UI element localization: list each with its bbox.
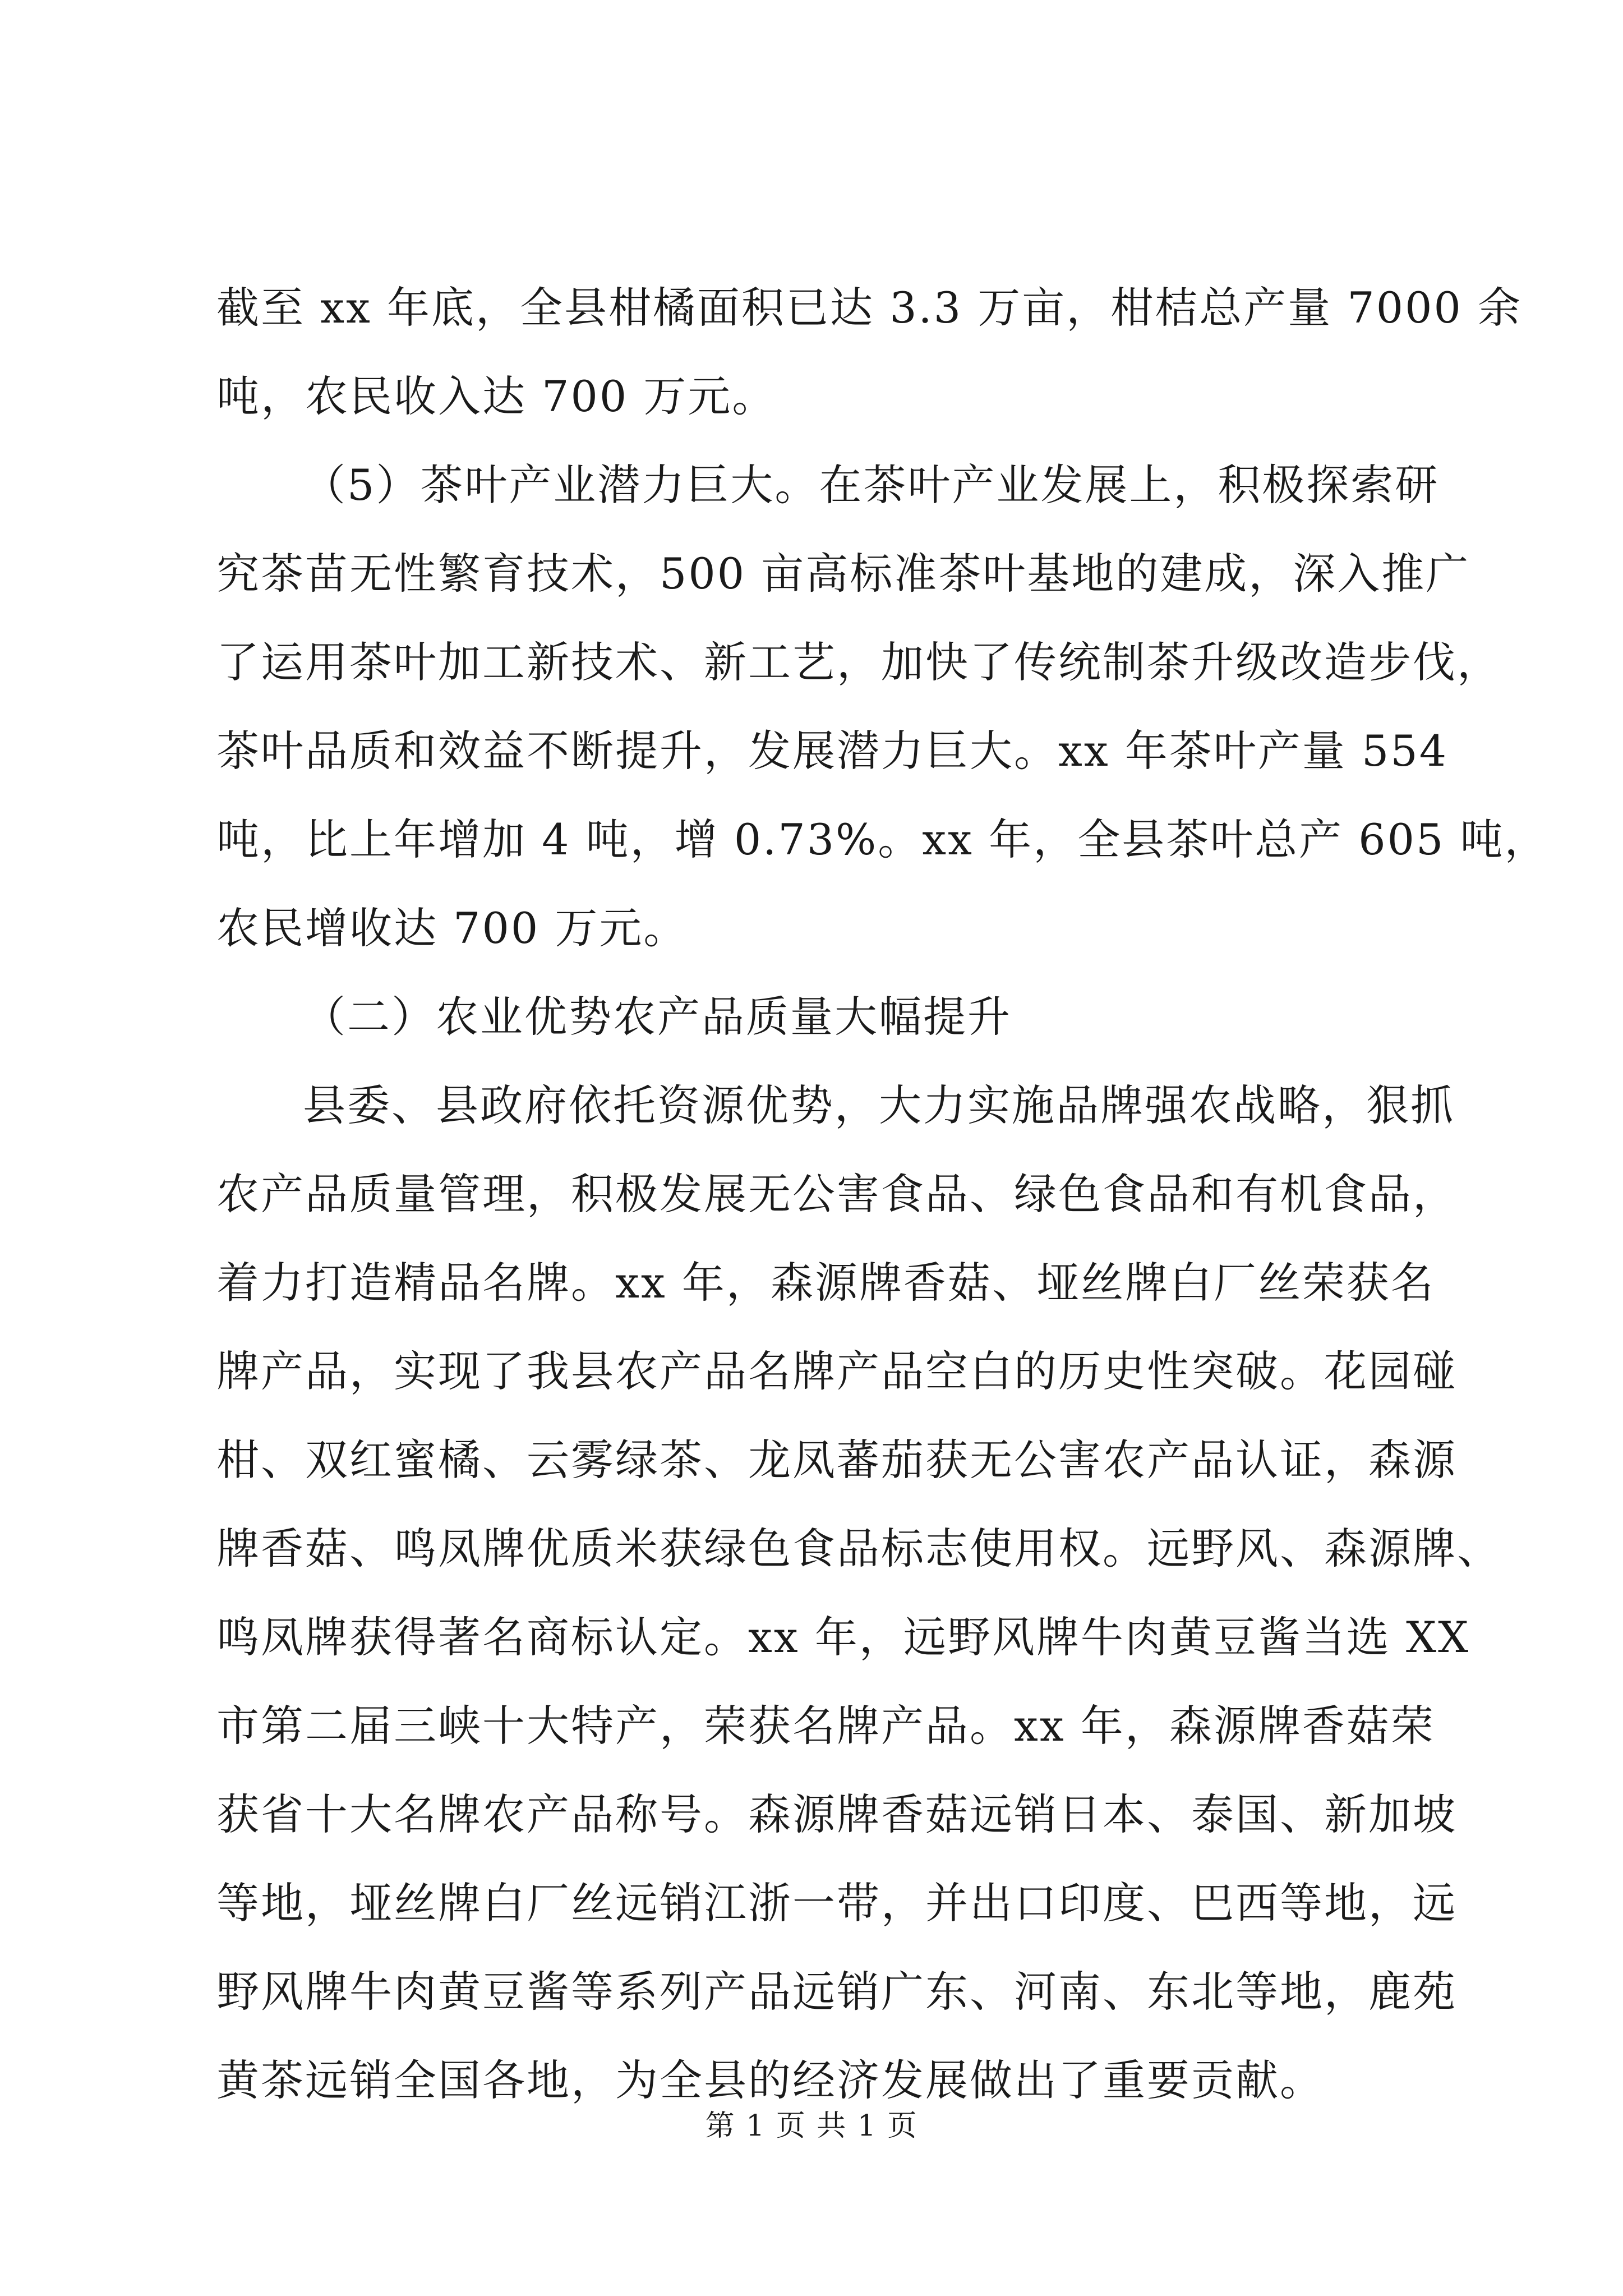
text-line: 牌产品，实现了我县农产品名牌产品空白的历史性突破。花园碰 bbox=[216, 1346, 1457, 1396]
text-line: 了运用茶叶加工新技术、新工艺，加快了传统制茶升级改造步伐， bbox=[216, 637, 1501, 687]
document-body bbox=[216, 264, 1549, 2125]
text-line: 截至 xx 年底，全县柑橘面积已达 3.3 万亩，柑桔总产量 7000 余 bbox=[216, 283, 1522, 333]
text-line: 茶叶品质和效益不断提升，发展潜力巨大。xx 年茶叶产量 554 bbox=[216, 726, 1449, 776]
text-line: 牌香菇、鸣凤牌优质米获绿色食品标志使用权。远野风、森源牌、 bbox=[216, 1524, 1501, 1573]
page-number-footer: 第 1 页 共 1 页 bbox=[705, 2109, 918, 2143]
text-line: 等地，垭丝牌白厂丝远销江浙一带，并出口印度、巴西等地，远 bbox=[216, 1878, 1457, 1928]
paragraph-start-line: （5）茶叶产业潜力巨大。在茶叶产业发展上，积极探索研 bbox=[303, 460, 1440, 510]
text-line: 市第二届三峡十大特产，荣获名牌产品。xx 年，森源牌香菇荣 bbox=[216, 1701, 1435, 1751]
text-line: 吨，比上年增加 4 吨，增 0.73%。xx 年，全县茶叶总产 605 吨， bbox=[216, 815, 1549, 864]
text-line: 鸣凤牌获得著名商标认定。xx 年，远野风牌牛肉黄豆酱当选 XX bbox=[216, 1612, 1470, 1662]
text-line: 柑、双红蜜橘、云雾绿茶、龙凤蕃茄获无公害农产品认证，森源 bbox=[216, 1435, 1457, 1485]
text-line: 着力打造精品名牌。xx 年，森源牌香菇、垭丝牌白厂丝荣获名 bbox=[216, 1258, 1435, 1308]
text-line: 究茶苗无性繁育技术，500 亩高标准茶叶基地的建成，深入推广 bbox=[216, 549, 1470, 599]
section-heading: （二）农业优势农产品质量大幅提升 bbox=[303, 992, 1012, 1042]
text-line: 农产品质量管理，积极发展无公害食品、绿色食品和有机食品， bbox=[216, 1169, 1457, 1219]
text-line: 野风牌牛肉黄豆酱等系列产品远销广东、河南、东北等地，鹿苑 bbox=[216, 1967, 1457, 2017]
text-line: 黄茶远销全国各地，为全县的经济发展做出了重要贡献。 bbox=[216, 2055, 1324, 2105]
text-line: 农民增收达 700 万元。 bbox=[216, 903, 688, 953]
text-line: 获省十大名牌农产品称号。森源牌香菇远销日本、泰国、新加坡 bbox=[216, 1789, 1457, 1839]
paragraph-start-line: 县委、县政府依托资源优势，大力实施品牌强农战略，狠抓 bbox=[303, 1080, 1455, 1130]
text-line: 吨，农民收入达 700 万元。 bbox=[216, 371, 777, 421]
